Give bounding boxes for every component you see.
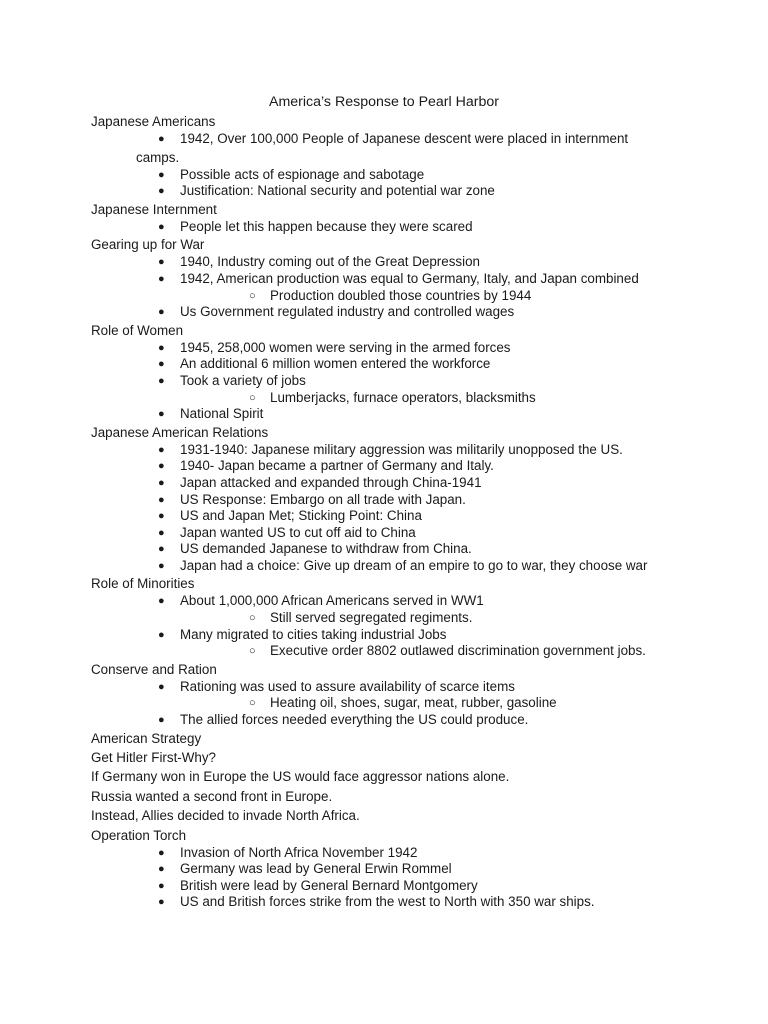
bullet-marker: ● — [158, 306, 165, 319]
bullet-text: US Response: Embargo on all trade with Japan. — [180, 491, 466, 507]
section-heading: Operation Torch — [91, 827, 187, 843]
bullet-text: 1945, 258,000 women were serving in the armed forces — [180, 339, 511, 355]
bullet-item — [91, 861, 751, 878]
bullet-marker: ● — [158, 133, 165, 145]
bullet-marker: ● — [158, 595, 165, 608]
bullet-text: Japan had a choice: Give up dream of an empire to go to war, they choose war — [180, 557, 648, 573]
bullet-marker: ● — [158, 443, 165, 456]
paragraph-line: Instead, Allies decided to invade North Africa. — [91, 808, 360, 824]
section-heading: Role of Minorities — [91, 576, 195, 592]
sub-bullet-text: Lumberjacks, furnace operators, blacksmiths — [270, 389, 536, 405]
bullet-text: 1931-1940: Japanese military aggression was militarily unopposed the US. — [180, 441, 623, 457]
bullet-text: 1940- Japan became a partner of Germany and Italy. — [180, 458, 494, 474]
bullet-item — [91, 541, 751, 558]
bullet-item — [91, 304, 751, 321]
bullet-marker: ● — [158, 879, 165, 892]
paragraph-line: Get Hitler First-Why? — [91, 749, 216, 765]
bullet-text: Japan attacked and expanded through China-1941 — [180, 474, 482, 490]
bullet-item — [91, 458, 751, 475]
paragraph-line: Russia wanted a second front in Europe. — [91, 788, 333, 804]
sub-bullet-marker: ○ — [249, 697, 256, 710]
bullet-text: National Spirit — [180, 406, 264, 422]
bullet-marker: ● — [158, 526, 165, 539]
bullet-text: US and British forces strike from the west to North with 350 war ships. — [180, 894, 595, 910]
bullet-text-continuation: camps. — [136, 149, 180, 165]
bullet-item — [91, 712, 751, 729]
sub-bullet-text: Executive order 8802 outlawed discrimination government jobs. — [270, 643, 646, 659]
bullet-item — [91, 593, 751, 610]
sub-bullet-marker: ○ — [249, 289, 256, 302]
bullet-marker: ● — [158, 272, 165, 285]
bullet-text: Justification: National security and potential war zone — [180, 183, 495, 199]
bullet-item — [91, 558, 751, 575]
bullet-text: 1942, Over 100,000 People of Japanese descent were placed in internment — [180, 131, 629, 146]
bullet-marker: ● — [158, 374, 165, 387]
document-title: America’s Response to Pearl Harbor — [269, 94, 499, 110]
bullet-text: 1940, Industry coming out of the Great Depression — [180, 254, 480, 270]
bullet-text: Rationing was used to assure availability of scarce items — [180, 678, 515, 694]
bullet-marker: ● — [158, 628, 165, 641]
bullet-marker: ● — [158, 863, 165, 876]
section-heading: Role of Women — [91, 322, 184, 338]
sub-bullet-text: Heating oil, shoes, sugar, meat, rubber, gasoline — [270, 695, 557, 711]
bullet-item — [91, 356, 751, 373]
sub-bullet-marker: ○ — [249, 612, 256, 625]
bullet-marker: ● — [158, 559, 165, 572]
bullet-marker: ● — [158, 408, 165, 421]
bullet-item — [91, 475, 751, 492]
bullet-text: Possible acts of espionage and sabotage — [180, 166, 425, 182]
bullet-item — [91, 679, 751, 696]
bullet-item — [91, 131, 751, 148]
bullet-text: An additional 6 million women entered the workforce — [180, 356, 491, 372]
bullet-item — [91, 219, 751, 236]
bullet-item — [91, 508, 751, 525]
bullet-marker: ● — [158, 714, 165, 727]
section-heading: Japanese Americans — [91, 114, 216, 129]
paragraph-line: If Germany won in Europe the US would face aggressor nations alone. — [91, 769, 510, 785]
section-heading: Japanese American Relations — [91, 424, 269, 440]
section-heading: Gearing up for War — [91, 237, 205, 253]
bullet-text: Germany was lead by General Erwin Rommel — [180, 861, 452, 877]
bullet-marker: ● — [158, 680, 165, 693]
bullet-item — [91, 406, 751, 423]
sub-bullet-marker: ○ — [249, 645, 256, 658]
bullet-marker: ● — [158, 168, 165, 181]
bullet-item — [91, 254, 751, 271]
bullet-continuation — [91, 148, 751, 167]
bullet-marker: ● — [158, 896, 165, 909]
document-body — [91, 112, 751, 911]
bullet-marker: ● — [158, 256, 165, 269]
bullet-item — [91, 373, 751, 390]
bullet-item — [91, 442, 751, 459]
bullet-item — [91, 492, 751, 509]
bullet-text: Us Government regulated industry and controlled wages — [180, 304, 515, 320]
bullet-marker: ● — [158, 185, 165, 198]
bullet-text: 1942, American production was equal to Germany, Italy, and Japan combined — [180, 270, 639, 286]
sub-bullet-marker: ○ — [249, 391, 256, 404]
bullet-marker: ● — [158, 493, 165, 506]
bullet-item — [91, 878, 751, 895]
bullet-item — [91, 845, 751, 862]
bullet-text: Many migrated to cities taking industrial Jobs — [180, 626, 447, 642]
sub-bullet-text: Production doubled those countries by 1944 — [270, 287, 532, 303]
bullet-item — [91, 525, 751, 542]
bullet-marker: ● — [158, 510, 165, 523]
section-heading: Conserve and Ration — [91, 661, 217, 677]
section-heading: American Strategy — [91, 730, 202, 746]
sub-bullet-item — [91, 390, 751, 407]
bullet-marker: ● — [158, 358, 165, 371]
bullet-text: The allied forces needed everything the US could produce. — [180, 712, 529, 728]
bullet-item — [91, 183, 751, 200]
sub-bullet-item — [91, 610, 751, 627]
bullet-text: British were lead by General Bernard Montgomery — [180, 877, 478, 893]
bullet-text: Invasion of North Africa November 1942 — [180, 844, 418, 860]
bullet-text: US and Japan Met; Sticking Point: China — [180, 508, 422, 524]
bullet-text: People let this happen because they were scared — [180, 218, 473, 234]
bullet-item — [91, 271, 751, 288]
sub-bullet-item — [91, 288, 751, 305]
bullet-item — [91, 340, 751, 357]
bullet-text: About 1,000,000 African Americans served in WW1 — [180, 593, 484, 609]
bullet-marker: ● — [158, 476, 165, 489]
bullet-item — [91, 627, 751, 644]
bullet-marker: ● — [158, 220, 165, 233]
sub-bullet-text: Still served segregated regiments. — [270, 610, 473, 626]
bullet-marker: ● — [158, 460, 165, 473]
bullet-marker: ● — [158, 341, 165, 354]
bullet-text: US demanded Japanese to withdraw from China. — [180, 541, 472, 557]
bullet-text: Took a variety of jobs — [180, 372, 306, 388]
sub-bullet-item — [91, 643, 751, 660]
bullet-marker: ● — [158, 846, 165, 859]
bullet-marker: ● — [158, 543, 165, 556]
bullet-item — [91, 894, 751, 911]
bullet-text: Japan wanted US to cut off aid to China — [180, 524, 416, 540]
sub-bullet-item — [91, 695, 751, 712]
section-heading: Japanese Internment — [91, 201, 217, 217]
bullet-item — [91, 167, 751, 184]
